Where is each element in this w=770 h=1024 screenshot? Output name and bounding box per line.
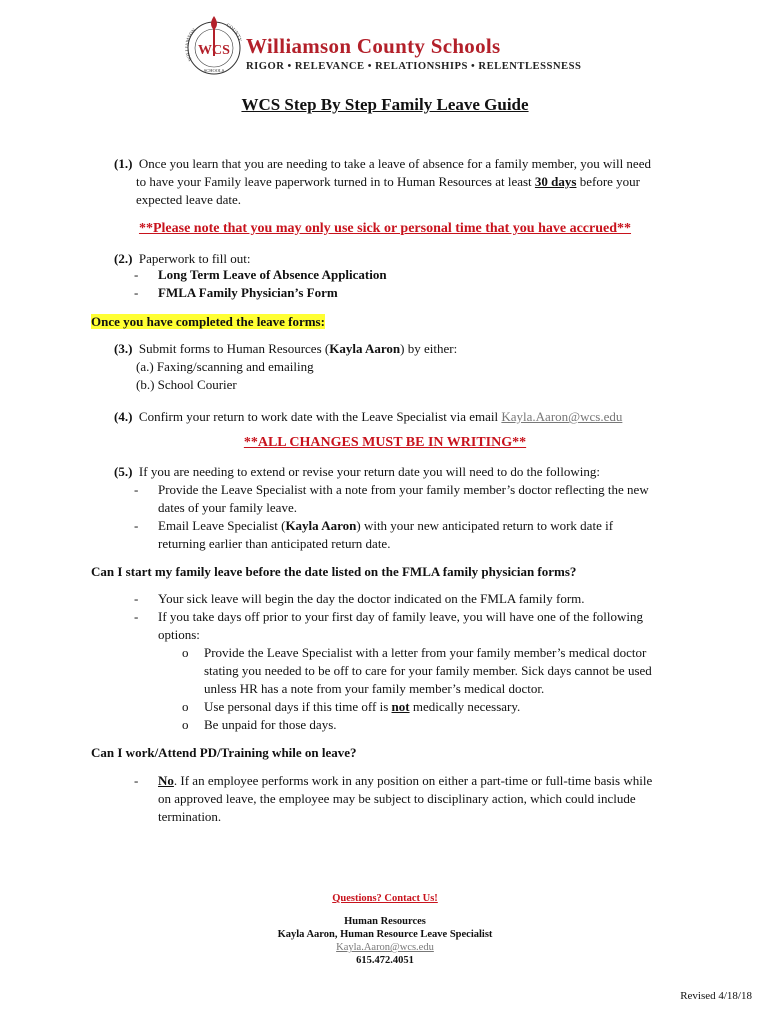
list-item: [134, 590, 138, 608]
step5-bullet1-line2: dates of your family leave.: [158, 500, 297, 515]
faq2-answer-line1: [158, 772, 652, 790]
faq1-option1-line2: stating you needed to be off to care for your family member. Sick days cannot be used: [204, 663, 652, 678]
step3-contact: Kayla Aaron: [329, 341, 401, 356]
completed-forms-heading: [91, 313, 325, 331]
step5-bullet1-line1: Provide the Leave Specialist with a note from your family member’s doctor reflecting the new: [158, 482, 649, 497]
dash-bullet: -: [134, 285, 139, 300]
writing-notice: **ALL CHANGES MUST BE IN WRITING**: [243, 435, 527, 450]
step5-number: (5.): [114, 464, 133, 479]
step5-bullet2-line2: returning earlier than anticipated return date.: [158, 536, 391, 551]
faq1-answer2-line1: If you take days off prior to your first day of family leave, you will have one of the following: [158, 609, 643, 624]
step1-text-2a: to have your Family leave paperwork turned in to Human Resources at least: [136, 174, 535, 189]
step1-line1: [114, 155, 651, 173]
step4-number: (4.): [114, 409, 133, 424]
faq1-option1-line1: Provide the Leave Specialist with a letter from your family member’s medical doctor: [204, 645, 647, 660]
circle-bullet: o: [182, 717, 189, 732]
faq1-option2-text-a: Use personal days if this time off is: [204, 699, 392, 714]
circle-bullet: o: [182, 645, 189, 660]
step1-text-1: Once you learn that you are needing to take a leave of absence for a family member, you will need: [138, 156, 651, 171]
accrued-time-notice: **Please note that you may only use sick or personal time that you have accrued**: [138, 221, 632, 236]
list-item: [134, 517, 138, 535]
faq2-question: Can I work/Attend PD/Training while on leave?: [91, 745, 357, 760]
step1-line2: [136, 173, 640, 191]
step3-text-b: ) by either:: [400, 341, 458, 356]
footer-email-link[interactable]: Kayla.Aaron@wcs.edu: [336, 942, 434, 953]
svg-text:COUNTY: COUNTY: [224, 23, 242, 43]
step5-intro: [114, 463, 600, 481]
leave-specialist-email-link[interactable]: Kayla.Aaron@wcs.edu: [501, 409, 623, 424]
footer-person: Kayla Aaron, Human Resource Leave Specialist: [277, 929, 493, 940]
faq2-answer-no: No: [158, 773, 174, 788]
faq2-answer-text: . If an employee performs work in any position on either a part-time or full-time basis while: [173, 773, 653, 788]
form-physician: FMLA Family Physician’s Form: [158, 285, 338, 300]
faq1-option2-text-b: medically necessary.: [409, 699, 521, 714]
faq1-question: Can I start my family leave before the date listed on the FMLA family physician forms?: [91, 564, 577, 579]
dash-bullet: -: [134, 267, 139, 282]
list-item: [182, 644, 189, 662]
footer-contact-heading: [0, 893, 770, 906]
step2-number: (2.): [114, 251, 133, 266]
list-item: [134, 481, 138, 499]
step1-line3: expected leave date.: [136, 192, 242, 207]
step5-bullet2-line1: [158, 517, 613, 535]
step1-number: (1.): [114, 156, 133, 171]
faq1-option2: [204, 698, 520, 716]
svg-text:SCHOOLS: SCHOOLS: [203, 68, 225, 73]
circle-bullet: o: [182, 699, 189, 714]
faq1-option3: Be unpaid for those days.: [204, 717, 337, 732]
page-title: WCS Step By Step Family Leave Guide: [241, 95, 529, 114]
step5-intro-text: If you are needing to extend or revise your return date you will need to do the following:: [138, 464, 600, 479]
faq1-option1-line3: unless HR has a note from your family member’s medical doctor.: [204, 681, 545, 696]
svg-text:WILLIAMSON: WILLIAMSON: [185, 28, 198, 62]
step5-b2-text-b: ) with your new anticipated return to work date if: [356, 518, 614, 533]
completed-forms-text: Once you have completed the leave forms:: [91, 314, 325, 329]
step4-text: Confirm your return to work date with the Leave Specialist via email: [138, 409, 502, 424]
list-item: [134, 266, 138, 284]
step3-option-a: (a.) Faxing/scanning and emailing: [136, 359, 314, 374]
form-leave-application: Long Term Leave of Absence Application: [158, 267, 387, 282]
contact-us-heading: Questions? Contact Us!: [332, 893, 438, 904]
faq1-answer2-line2: options:: [158, 627, 200, 642]
step1-days: 30 days: [534, 174, 577, 189]
footer-email: [0, 942, 770, 955]
faq2-answer-line2: on approved leave, the employee may be subject to disciplinary action, which could include: [158, 791, 636, 806]
step5-b2-contact: Kayla Aaron: [285, 518, 357, 533]
step3-number: (3.): [114, 341, 133, 356]
brand-name: Williamson County Schools: [246, 34, 501, 58]
faq1-option2-not: not: [391, 699, 410, 714]
brand-tagline: RIGOR • RELEVANCE • RELATIONSHIPS • RELENTLESSNESS: [246, 61, 582, 72]
list-item: [134, 772, 138, 790]
svg-text:WCS: WCS: [198, 43, 230, 58]
list-item: [134, 608, 138, 626]
dash-bullet: -: [134, 482, 139, 497]
footer-department: Human Resources: [344, 916, 426, 927]
footer-phone: 615.472.4051: [356, 955, 414, 966]
brand-block: [246, 34, 581, 74]
dash-bullet: -: [134, 609, 139, 624]
step2-intro-text: Paperwork to fill out:: [138, 251, 251, 266]
dash-bullet: -: [134, 518, 139, 533]
list-item: [182, 698, 189, 716]
faq1-answer1: Your sick leave will begin the day the doctor indicated on the FMLA family form.: [158, 591, 585, 606]
dash-bullet: -: [134, 591, 139, 606]
step5-b2-text-a: Email Leave Specialist (: [158, 518, 286, 533]
list-item: [182, 716, 189, 734]
faq2-answer-line3: termination.: [158, 809, 222, 824]
step3-text-a: Submit forms to Human Resources (: [138, 341, 330, 356]
revised-date: Revised 4/18/18: [680, 990, 752, 1002]
step3-intro: [114, 340, 457, 358]
dash-bullet: -: [134, 773, 139, 788]
list-item: [134, 284, 138, 302]
step4-line: [114, 408, 622, 426]
step1-text-2b: before your: [576, 174, 640, 189]
wcs-seal-logo: [180, 12, 248, 80]
step3-option-b: (b.) School Courier: [136, 377, 237, 392]
